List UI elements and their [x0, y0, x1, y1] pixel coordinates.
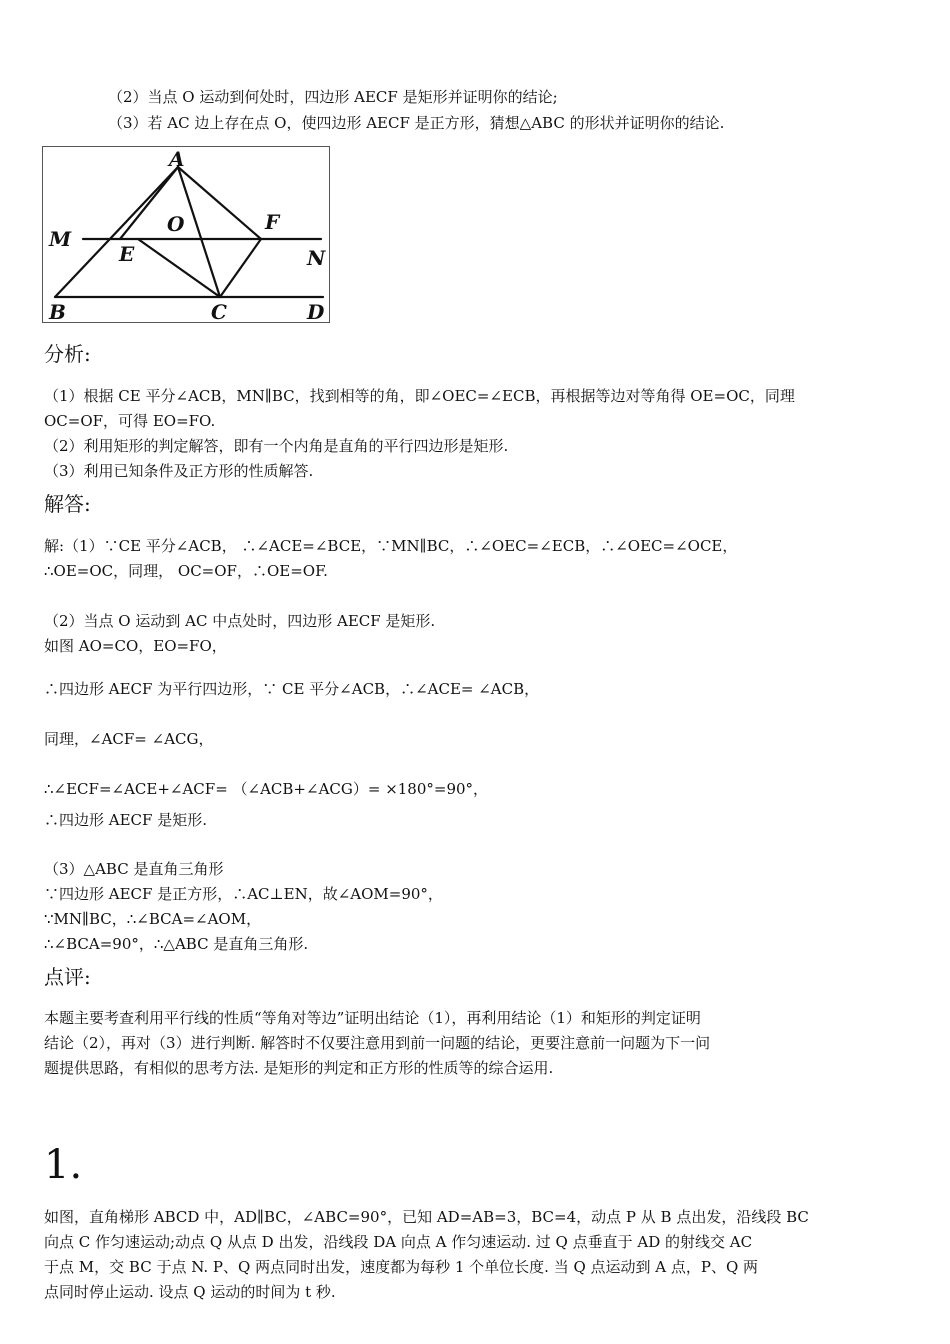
- answer-line: （3）△ABC 是直角三角形: [44, 860, 224, 878]
- question-part-3: （3）若 AC 边上存在点 O，使四边形 AECF 是正方形，猜想△ABC 的形状并证明你的结论.: [108, 114, 725, 132]
- problem-line: 向点 C 作匀速运动;动点 Q 从点 D 出发，沿线段 DA 向点 A 作匀速运动. 过 Q 点垂直于 AD 的射线交 AC: [44, 1233, 753, 1251]
- analysis-line: （3）利用已知条件及正方形的性质解答.: [44, 462, 314, 480]
- answer-line: ∴∠BCA=90°，∴△ABC 是直角三角形.: [44, 935, 309, 953]
- answer-line: 同理，∠ACF= ∠ACG，: [44, 730, 214, 748]
- analysis-heading: 分析:: [44, 342, 91, 366]
- segment-ec: [138, 239, 220, 297]
- geometry-figure: [42, 146, 330, 323]
- label-b: B: [49, 300, 66, 322]
- comment-heading: 点评:: [44, 965, 91, 989]
- segment-fc: [220, 239, 261, 297]
- answer-heading: 解答:: [44, 492, 91, 516]
- label-e: E: [119, 242, 135, 266]
- problem-line: 如图，直角梯形 ABCD 中，AD∥BC，∠ABC=90°，已知 AD=AB=3，BC=4，动点 P 从 B 点出发，沿线段 BC: [44, 1208, 809, 1226]
- question-part-2: （2）当点 O 运动到何处时，四边形 AECF 是矩形并证明你的结论;: [108, 88, 558, 106]
- analysis-line: （2）利用矩形的判定解答，即有一个内角是直角的平行四边形是矩形.: [44, 437, 509, 455]
- answer-line: ∴四边形 AECF 为平行四边形，∵ CE 平分∠ACB，∴∠ACE= ∠ACB，: [44, 680, 540, 698]
- analysis-line: （1）根据 CE 平分∠ACB，MN∥BC，找到相等的角，即∠OEC=∠ECB，再根据等边对等角得 OE=OC，同理: [44, 387, 795, 405]
- label-m: M: [49, 227, 72, 251]
- answer-line: ∴∠ECF=∠ACE+∠ACF= （∠ACB+∠ACG）= ×180°=90°，: [44, 780, 489, 798]
- problem-line: 于点 M，交 BC 于点 N. P、Q 两点同时出发，速度都为每秒 1 个单位长度. 当 Q 点运动到 A 点，P、Q 两: [44, 1258, 759, 1276]
- label-a: A: [169, 147, 185, 171]
- segment-ab: [55, 167, 178, 297]
- answer-line: ∴OE=OC，同理， OC=OF，∴OE=OF.: [44, 562, 328, 580]
- problem-number: 1.: [44, 1142, 83, 1188]
- label-o: O: [167, 212, 185, 236]
- answer-line: 解:（1）∵CE 平分∠ACB， ∴∠ACE=∠BCE，∵MN∥BC，∴∠OEC=∠ECB，∴∠OEC=∠OCE，: [44, 537, 738, 555]
- answer-line: ∵MN∥BC，∴∠BCA=∠AOM，: [44, 910, 262, 928]
- label-d: D: [307, 300, 325, 322]
- label-c: C: [211, 300, 227, 322]
- label-n: N: [307, 246, 326, 270]
- answer-line: ∴四边形 AECF 是矩形.: [44, 811, 207, 829]
- comment-line: 本题主要考查利用平行线的性质“等角对等边”证明出结论（1），再利用结论（1）和矩形的判定证明: [44, 1009, 701, 1027]
- answer-line: 如图 AO=CO，EO=FO，: [44, 637, 227, 655]
- label-f: F: [265, 210, 280, 234]
- comment-line: 结论（2），再对（3）进行判断. 解答时不仅要注意用到前一问题的结论，更要注意前一问题为下一问: [44, 1034, 711, 1052]
- analysis-line: OC=OF，可得 EO=FO.: [44, 412, 216, 430]
- comment-line: 题提供思路，有相似的思考方法. 是矩形的判定和正方形的性质等的综合运用.: [44, 1059, 554, 1077]
- problem-line: 点同时停止运动. 设点 Q 运动的时间为 t 秒.: [44, 1283, 336, 1301]
- answer-line: （2）当点 O 运动到 AC 中点处时，四边形 AECF 是矩形.: [44, 612, 436, 630]
- answer-line: ∵四边形 AECF 是正方形，∴AC⊥EN，故∠AOM=90°，: [44, 885, 443, 903]
- figure-svg: [43, 147, 329, 322]
